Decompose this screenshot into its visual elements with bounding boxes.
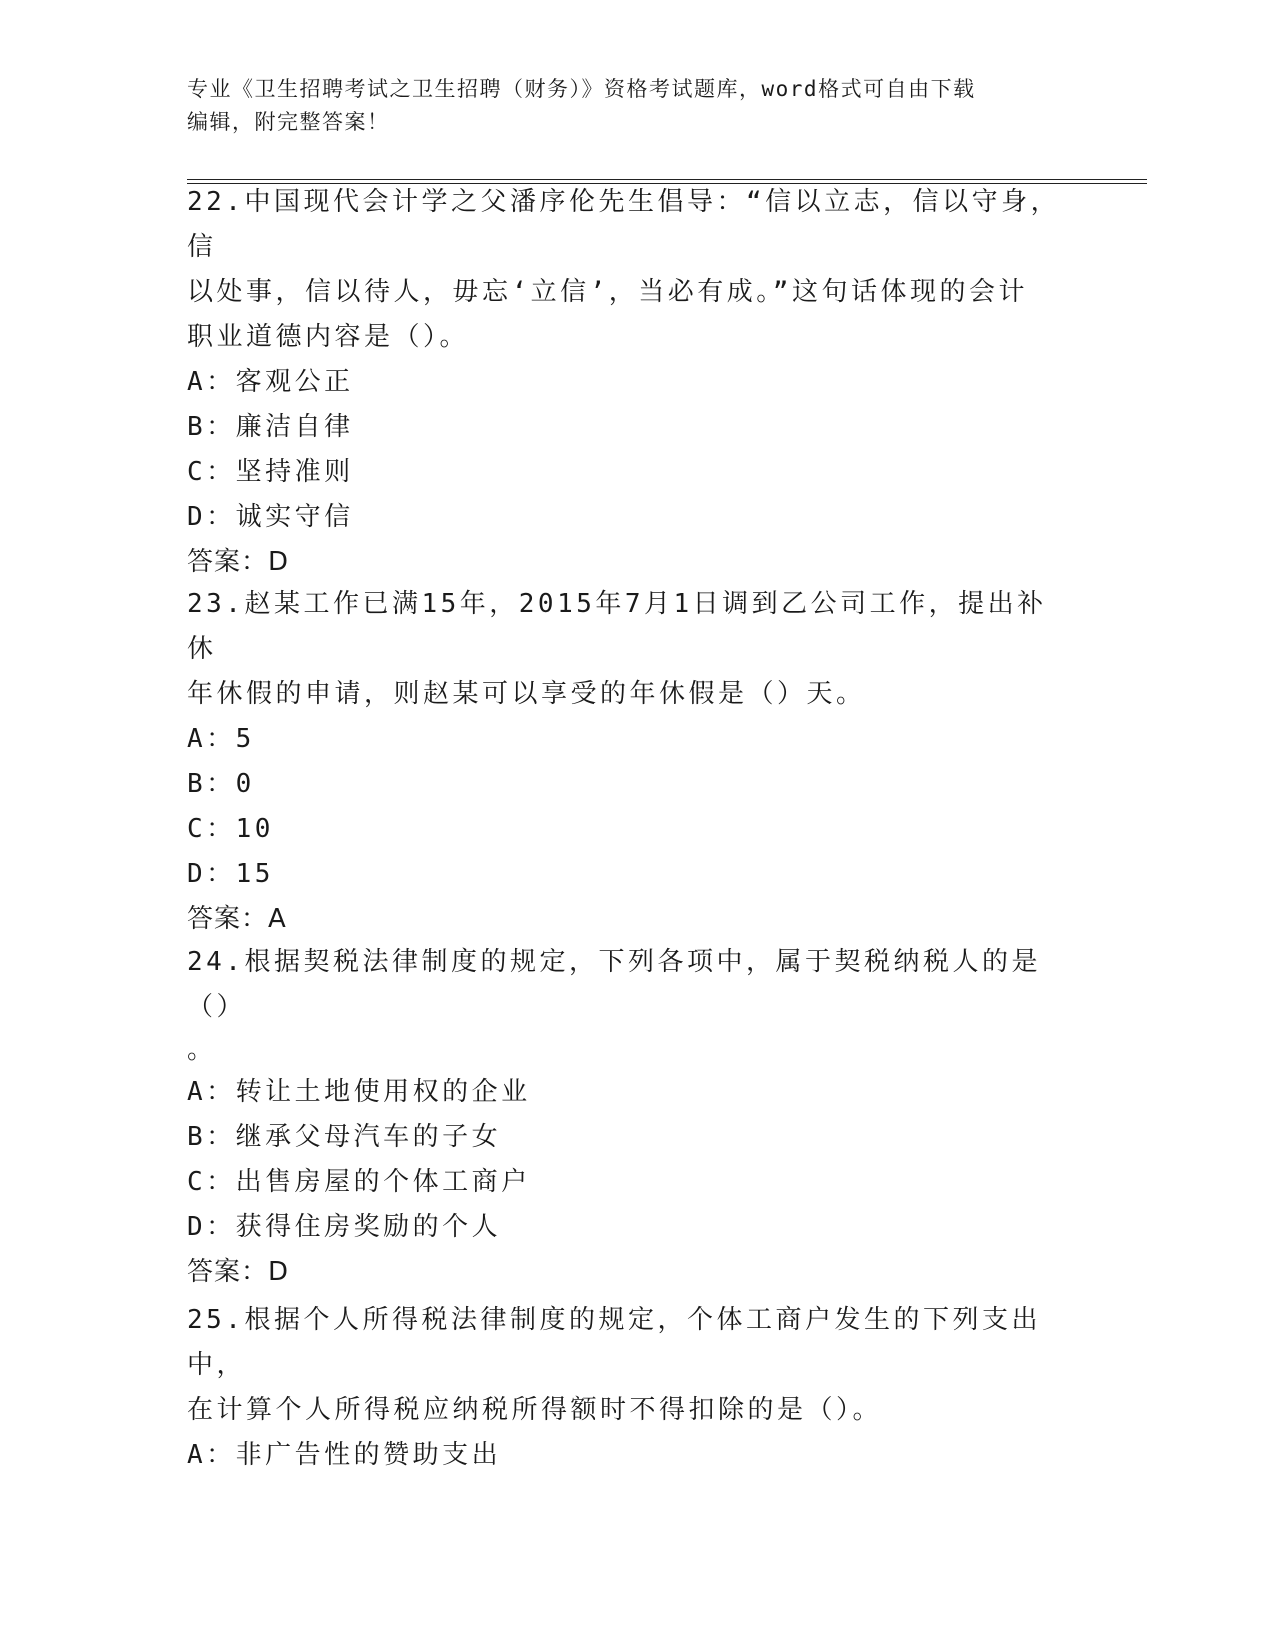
option-d: D：获得住房奖励的个人 <box>187 1212 502 1242</box>
header-line-1: 专业《卫生招聘考试之卫生招聘（财务）》资格考试题库，word格式可自由下载 <box>187 77 976 101</box>
question-stem-line: 以处事，信以待人，毋忘‘立信’，当必有成。”这句话体现的会计 <box>187 277 1028 307</box>
question-stem-line: 在计算个人所得税应纳税所得额时不得扣除的是（）。 <box>187 1395 883 1425</box>
option-c: C：坚持准则 <box>187 457 354 487</box>
answer: 答案：D <box>187 547 290 577</box>
option-c: C：出售房屋的个体工商户 <box>187 1167 531 1197</box>
option-a: A：转让土地使用权的企业 <box>187 1077 531 1107</box>
option-d: D：15 <box>187 859 274 889</box>
question-stem-line: 23.赵某工作已满15年，2015年7月1日调到乙公司工作，提出补休 <box>187 589 1047 664</box>
question-stem-line: 25.根据个人所得税法律制度的规定，个体工商户发生的下列支出中， <box>187 1305 1041 1380</box>
header-line-2: 编辑，附完整答案！ <box>187 110 390 134</box>
question-23 <box>187 582 1067 942</box>
question-stem-line: 。 <box>187 1035 217 1065</box>
option-a: A：5 <box>187 724 255 754</box>
option-d: D：诚实守信 <box>187 502 354 532</box>
question-stem-line: 年休假的申请，则赵某可以享受的年休假是（）天。 <box>187 679 866 709</box>
question-stem-line: 职业道德内容是（）。 <box>187 322 470 352</box>
question-24 <box>187 940 1067 1295</box>
option-a: A：非广告性的赞助支出 <box>187 1440 502 1470</box>
option-a: A：客观公正 <box>187 367 354 397</box>
question-stem-line: 22.中国现代会计学之父潘序伦先生倡导：“信以立志，信以守身，信 <box>187 187 1061 262</box>
document-header <box>187 73 1067 139</box>
question-stem-line: 24.根据契税法律制度的规定，下列各项中，属于契税纳税人的是（） <box>187 947 1041 1022</box>
option-b: B：廉洁自律 <box>187 412 354 442</box>
option-b: B：0 <box>187 769 255 799</box>
option-c: C：10 <box>187 814 274 844</box>
question-22 <box>187 180 1067 585</box>
option-b: B：继承父母汽车的子女 <box>187 1122 502 1152</box>
answer: 答案：A <box>187 904 287 934</box>
answer: 答案：D <box>187 1257 290 1287</box>
question-25 <box>187 1298 1067 1478</box>
